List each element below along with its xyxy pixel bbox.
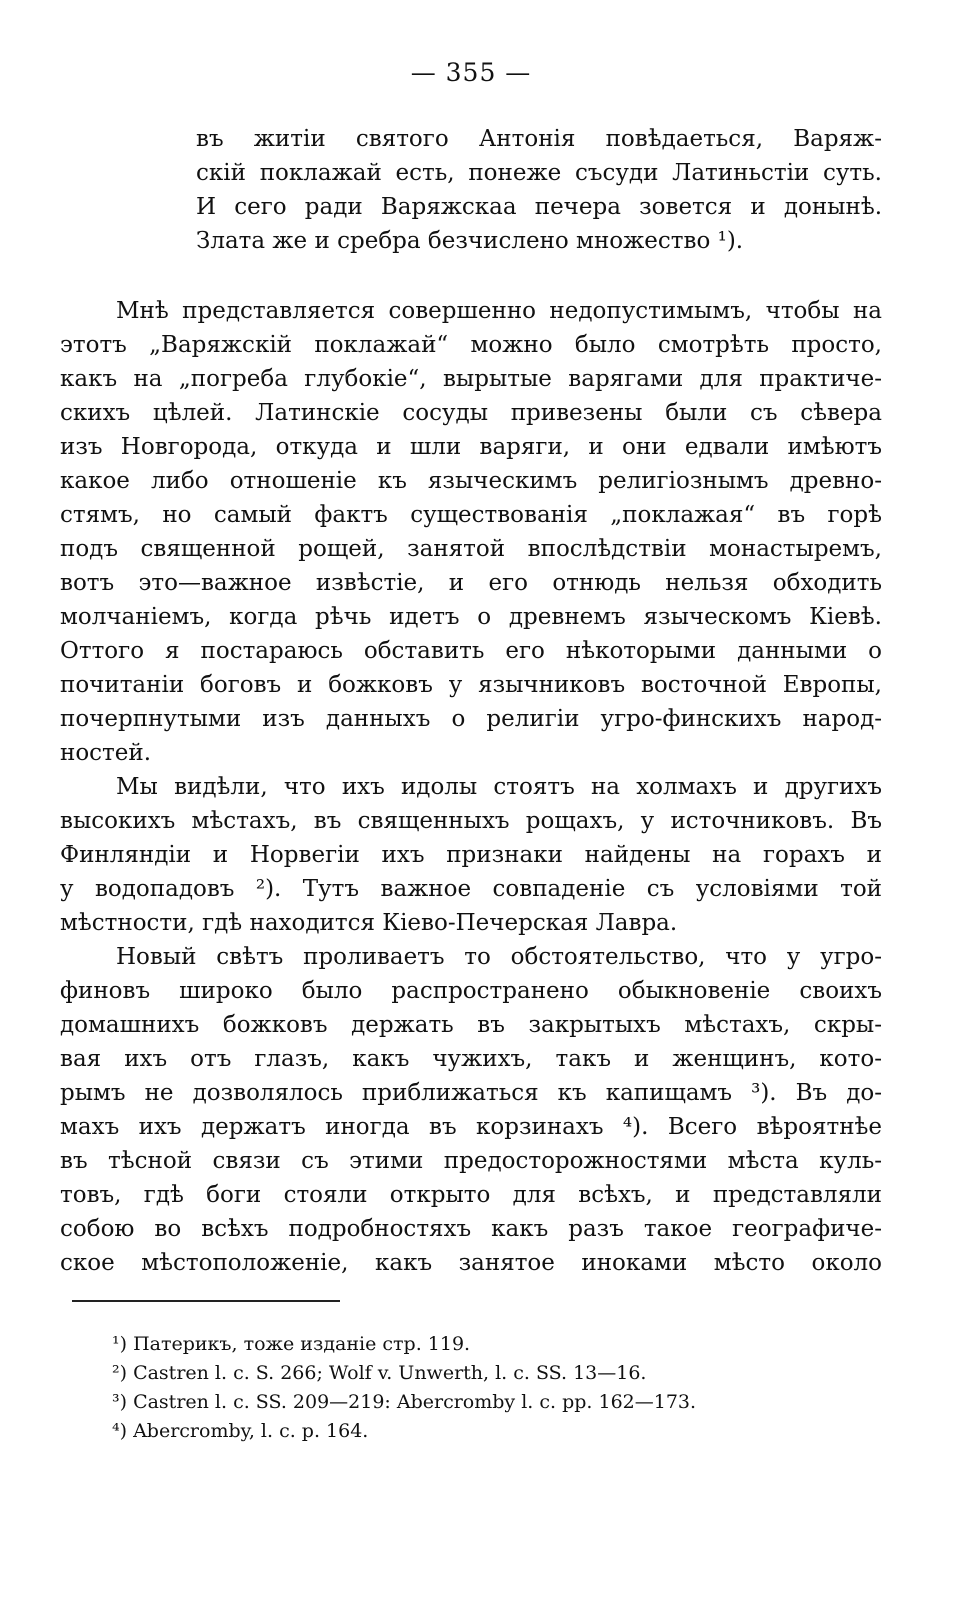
paragraph-line: стямъ, но самый фактъ существованія „поклажая“ въ горѣ: [60, 502, 882, 528]
quote-line: И сего ради Варяжскаа печера зовется и донынѣ.: [196, 194, 882, 220]
quote-line: въ житіи святого Антонія повѣдаеться, Варяж-: [196, 126, 882, 152]
quote-line: Злата же и сребра безчислено множество ¹).: [196, 228, 744, 254]
paragraph-line: вая ихъ отъ глазъ, какъ чужихъ, такъ и женщинъ, кото-: [60, 1046, 882, 1072]
paragraph-line: у водопадовъ ²). Тутъ важное совпаденіе съ условіями той: [60, 876, 882, 902]
paragraph-line: махъ ихъ держатъ иногда въ корзинахъ ⁴). Всего вѣроятнѣе: [60, 1114, 882, 1140]
paragraph-line: ностей.: [60, 740, 152, 766]
footnote: ⁴) Abercromby, l. c. p. 164.: [112, 1420, 369, 1442]
book-page: [60, 0, 882, 1600]
quoted-passage: [196, 122, 882, 258]
paragraph-line: Финляндіи и Норвегіи ихъ признаки найдены на горахъ и: [60, 842, 882, 868]
footnote: ³) Castren l. c. SS. 209—219: Abercromby l. c. pp. 162—173.: [112, 1391, 697, 1413]
paragraph-line: какое либо отношеніе къ языческимъ религіознымъ древно-: [60, 468, 882, 494]
paragraph-line: подъ священной рощей, занятой впослѣдствіи монастыремъ,: [60, 536, 882, 562]
paragraph-line: Мы видѣли, что ихъ идолы стоятъ на холмахъ и другихъ: [116, 774, 882, 800]
paragraph-line: этотъ „Варяжскій поклажай“ можно было смотрѣть просто,: [60, 332, 882, 358]
paragraph-line: товъ, гдѣ боги стояли открыто для всѣхъ, и представляли: [60, 1182, 882, 1208]
footnote: ¹) Патерикъ, тоже изданіе стр. 119.: [112, 1333, 471, 1355]
paragraph-line: рымъ не дозволялось приближаться къ капищамъ ³). Въ до-: [60, 1080, 882, 1106]
paragraph-line: Оттого я постараюсь обставить его нѣкоторыми данными о: [60, 638, 882, 664]
quote-line: скій поклажай есть, понеже съсуди Латиньстіи суть.: [196, 160, 882, 186]
paragraph-line: изъ Новгорода, откуда и шли варяги, и они едвали имѣютъ: [60, 434, 882, 460]
paragraph-line: почитаніи боговъ и божковъ у язычниковъ восточной Европы,: [60, 672, 882, 698]
paragraph-line: почерпнутыми изъ данныхъ о религіи угро-финскихъ народ-: [60, 706, 882, 732]
paragraph-line: скихъ цѣлей. Латинскіе сосуды привезены были съ сѣвера: [60, 400, 882, 426]
paragraph-line: собою во всѣхъ подробностяхъ какъ разъ такое географиче-: [60, 1216, 882, 1242]
page-number: — 355 —: [410, 58, 532, 87]
paragraph-line: Мнѣ представляется совершенно недопустимымъ, чтобы на: [116, 298, 882, 324]
paragraph-line: домашнихъ божковъ держать въ закрытыхъ мѣстахъ, скры-: [60, 1012, 882, 1038]
body-text: [60, 294, 882, 1280]
paragraph-line: молчаніемъ, когда рѣчь идетъ о древнемъ языческомъ Кіевѣ.: [60, 604, 882, 630]
paragraph-line: вотъ это—важное извѣстіе, и его отнюдь нельзя обходить: [60, 570, 882, 596]
footnote: ²) Castren l. c. S. 266; Wolf v. Unwerth, l. c. SS. 13—16.: [112, 1362, 647, 1384]
paragraph-line: мѣстности, гдѣ находится Кіево-Печерская Лавра.: [60, 910, 678, 936]
paragraph-line: Новый свѣтъ проливаетъ то обстоятельство, что у угро-: [116, 944, 882, 970]
footnotes: [112, 1330, 882, 1446]
paragraph-line: какъ на „погреба глубокіе“, вырытые варягами для практиче-: [60, 366, 882, 392]
paragraph-line: въ тѣсной связи съ этими предосторожностями мѣста куль-: [60, 1148, 882, 1174]
paragraph-line: финовъ широко было распространено обыкновеніе своихъ: [60, 978, 882, 1004]
paragraph-line: ское мѣстоположеніе, какъ занятое иноками мѣсто около: [60, 1250, 882, 1276]
paragraph-line: высокихъ мѣстахъ, въ священныхъ рощахъ, у источниковъ. Въ: [60, 808, 882, 834]
footnote-divider: [72, 1300, 340, 1302]
